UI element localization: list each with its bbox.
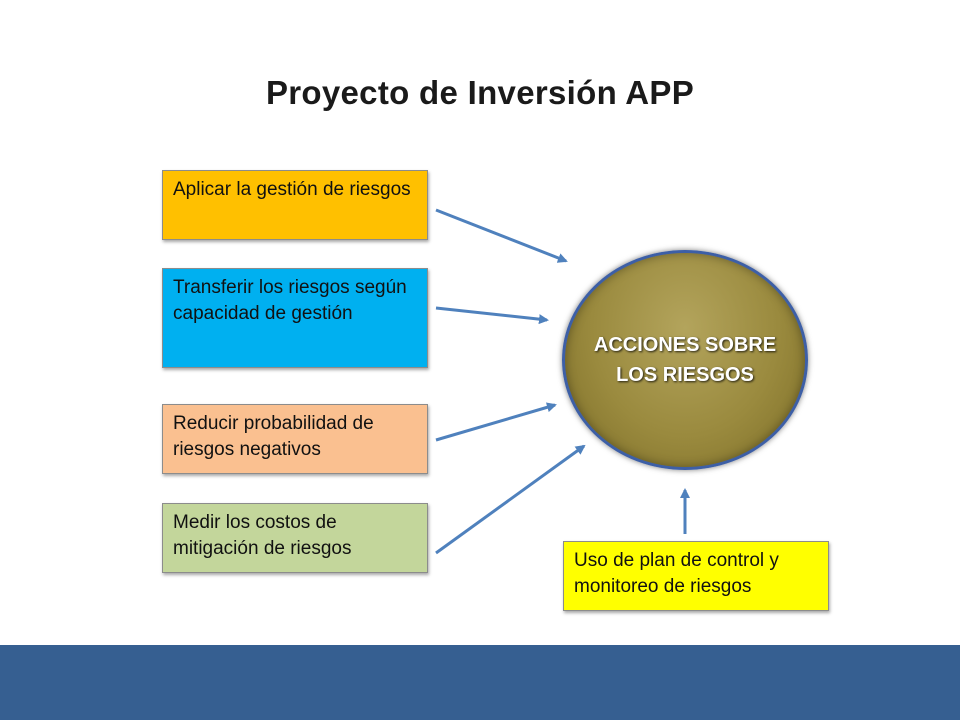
arrow-medir bbox=[436, 446, 584, 553]
box-aplicar-gestion: Aplicar la gestión de riesgos bbox=[162, 170, 428, 240]
box-transferir-riesgos: Transferir los riesgos según capacidad de gestión bbox=[162, 268, 428, 368]
box-reducir-probabilidad: Reducir probabilidad de riesgos negativos bbox=[162, 404, 428, 474]
box-medir-costos: Medir los costos de mitigación de riesgos bbox=[162, 503, 428, 573]
box-uso-plan-control: Uso de plan de control y monitoreo de riesgos bbox=[563, 541, 829, 611]
center-label: ACCIONES SOBRE LOS RIESGOS bbox=[593, 334, 777, 386]
arrow-aplicar bbox=[436, 210, 566, 261]
footer-band bbox=[0, 645, 960, 720]
arrow-reducir bbox=[436, 405, 555, 440]
page-title: Proyecto de Inversión APP bbox=[265, 74, 695, 111]
arrow-transferir bbox=[436, 308, 547, 320]
